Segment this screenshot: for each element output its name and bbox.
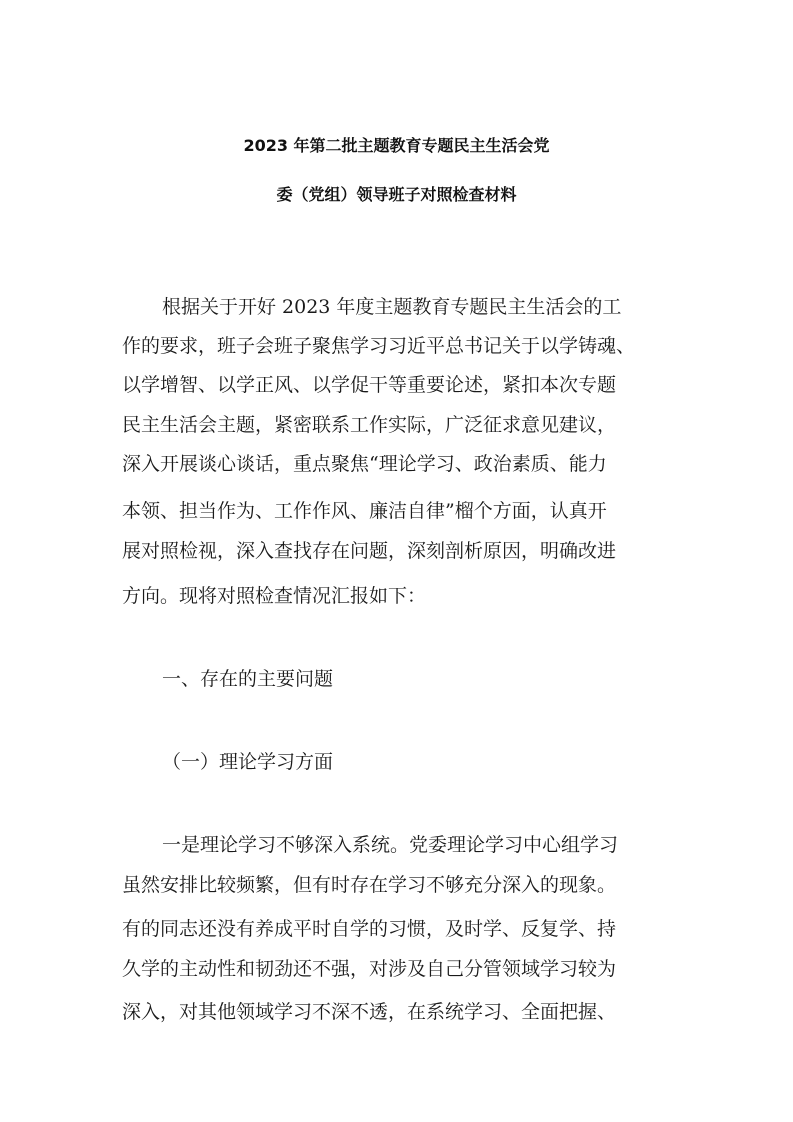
- intro-line-1: 根据关于开好 2023 年度主题教育专题民主生活会的工: [162, 296, 622, 318]
- body-line-5: 深入，对其他领域学习不深不透，在系统学习、全面把握、: [122, 1001, 617, 1023]
- intro-line-2: 作的要求，班子会班子聚焦学习习近平总书记关于以学铸魂、: [122, 335, 636, 357]
- intro-line-6: 本领、担当作为、工作作风、廉洁自律”榴个方面，认真开: [122, 500, 607, 522]
- subsection-heading: （一）理论学习方面: [162, 751, 334, 773]
- intro-line-8: 方向。现将对照检查情况汇报如下：: [122, 585, 427, 607]
- body-line-2: 虽然安排比较频繁，但有时存在学习不够充分深入的现象。: [122, 874, 617, 896]
- body-line-4: 久学的主动性和韧劲还不强，对涉及自己分管领域学习较为: [122, 958, 617, 980]
- body-line-1: 一是理论学习不够深入系统。党委理论学习中心组学习: [162, 834, 619, 856]
- body-line-3: 有的同志还没有养成平时自学的习惯，及时学、反复学、持: [122, 918, 617, 940]
- intro-line-7: 展对照检视，深入查找存在问题，深刻剖析原因，明确改进: [122, 540, 617, 562]
- intro-line-3: 以学增智、以学正风、以学促干等重要论述，紧扣本次专题: [122, 374, 617, 396]
- intro-line-5: 深入开展谈心谈话，重点聚焦“理论学习、政治素质、能力: [122, 453, 607, 475]
- document-title-line-1: 2023 年第二批主题教育专题民主生活会党: [243, 136, 550, 155]
- section-heading: 一、存在的主要问题: [162, 668, 334, 690]
- document-title-line-2: 委（党组）领导班子对照检查材料: [276, 185, 517, 204]
- intro-line-4: 民主生活会主题，紧密联系工作实际，广泛征求意见建议，: [122, 414, 617, 436]
